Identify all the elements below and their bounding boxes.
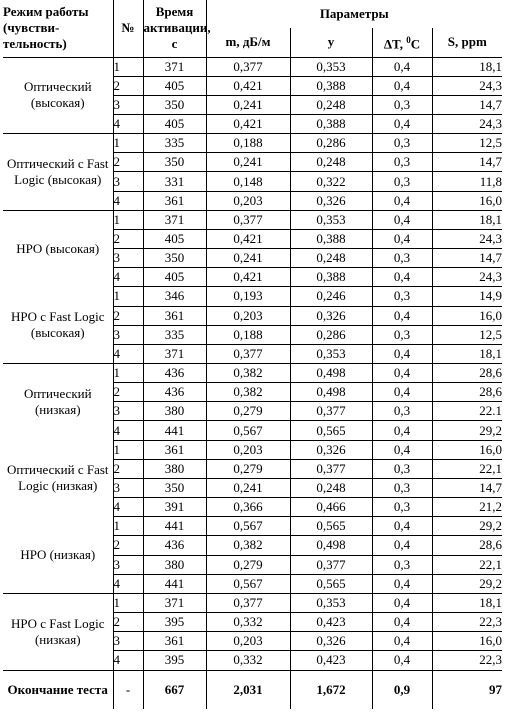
s-total: 97 — [432, 670, 502, 709]
header-delta-t-prefix: ΔT, — [383, 36, 403, 52]
s-cell: 24,3 — [432, 268, 502, 287]
number-cell: 4 — [113, 574, 143, 593]
number-cell-total: - — [113, 670, 143, 709]
header-activation-time: Время активации, с — [143, 0, 206, 57]
y-cell: 0,326 — [290, 306, 372, 325]
s-cell: 18,1 — [432, 344, 502, 363]
delta-t-total: 0,9 — [372, 670, 432, 709]
number-cell: 1 — [113, 593, 143, 612]
header-s: S, ppm — [432, 28, 502, 57]
number-cell: 1 — [113, 287, 143, 306]
activation-time-cell: 405 — [143, 114, 206, 133]
m-cell: 0,193 — [206, 287, 290, 306]
y-cell: 0,498 — [290, 383, 372, 402]
y-total: 1,672 — [290, 670, 372, 709]
m-cell: 0,382 — [206, 536, 290, 555]
number-cell: 3 — [113, 172, 143, 191]
delta-t-cell: 0,4 — [372, 114, 432, 133]
y-cell: 0,248 — [290, 249, 372, 268]
m-cell: 0,377 — [206, 57, 290, 76]
s-cell: 14,7 — [432, 153, 502, 172]
mode-cell: HPO с Fast Logic (высокая) — [10, 308, 105, 340]
s-cell: 16,0 — [432, 306, 502, 325]
number-cell: 4 — [113, 344, 143, 363]
y-cell: 0,353 — [290, 57, 372, 76]
table-row — [3, 134, 502, 153]
mode-cell: HPO с Fast Logic (низкая) — [3, 593, 113, 670]
delta-t-cell: 0,3 — [372, 325, 432, 344]
number-cell: 3 — [113, 402, 143, 421]
s-cell: 18,1 — [432, 210, 502, 229]
number-cell: 3 — [113, 555, 143, 574]
delta-t-cell: 0,4 — [372, 383, 432, 402]
y-cell: 0,322 — [290, 172, 372, 191]
number-cell: 1 — [113, 134, 143, 153]
activation-time-cell: 436 — [143, 536, 206, 555]
delta-t-cell: 0,4 — [372, 210, 432, 229]
activation-time-cell: 331 — [143, 172, 206, 191]
y-cell: 0,388 — [290, 268, 372, 287]
activation-time-cell: 441 — [143, 517, 206, 536]
s-cell: 29,2 — [432, 421, 502, 440]
m-cell: 0,241 — [206, 249, 290, 268]
m-cell: 0,203 — [206, 440, 290, 459]
activation-time-cell: 371 — [143, 593, 206, 612]
activation-time-cell: 441 — [143, 421, 206, 440]
number-cell: 3 — [113, 632, 143, 651]
s-cell: 18,1 — [432, 593, 502, 612]
y-cell: 0,388 — [290, 76, 372, 95]
s-cell: 29,2 — [432, 574, 502, 593]
m-cell: 0,188 — [206, 325, 290, 344]
m-cell: 0,421 — [206, 114, 290, 133]
delta-t-cell: 0,4 — [372, 536, 432, 555]
mode-cell: HPO (низкая) — [20, 546, 96, 562]
delta-t-cell: 0,4 — [372, 229, 432, 248]
m-cell: 0,377 — [206, 344, 290, 363]
y-cell: 0,423 — [290, 651, 372, 670]
m-cell: 0,567 — [206, 517, 290, 536]
m-cell: 0,567 — [206, 421, 290, 440]
delta-t-cell: 0,4 — [372, 593, 432, 612]
delta-t-cell: 0,4 — [372, 517, 432, 536]
y-cell: 0,498 — [290, 536, 372, 555]
number-cell: 4 — [113, 191, 143, 210]
delta-t-cell: 0,4 — [372, 306, 432, 325]
activation-time-cell: 441 — [143, 574, 206, 593]
number-cell: 2 — [113, 536, 143, 555]
activation-time-cell: 371 — [143, 344, 206, 363]
s-cell: 12,5 — [432, 325, 502, 344]
s-cell: 14,7 — [432, 249, 502, 268]
s-cell: 22.1 — [432, 402, 502, 421]
number-cell: 1 — [113, 210, 143, 229]
y-cell: 0,353 — [290, 344, 372, 363]
delta-t-cell: 0,4 — [372, 364, 432, 383]
activation-time-cell: 350 — [143, 153, 206, 172]
y-cell: 0,248 — [290, 95, 372, 114]
delta-t-cell: 0,3 — [372, 478, 432, 497]
activation-time-cell: 380 — [143, 555, 206, 574]
mode-cell-total: Окончание теста — [3, 670, 113, 709]
m-cell: 0,188 — [206, 134, 290, 153]
m-cell: 0,203 — [206, 191, 290, 210]
activation-time-cell: 405 — [143, 76, 206, 95]
y-cell: 0,248 — [290, 478, 372, 497]
s-cell: 14,7 — [432, 95, 502, 114]
activation-time-cell: 395 — [143, 651, 206, 670]
y-cell: 0,466 — [290, 498, 372, 517]
y-cell: 0,565 — [290, 574, 372, 593]
y-cell: 0,565 — [290, 421, 372, 440]
header-y: y — [290, 28, 372, 57]
header-m: m, дБ/м — [206, 28, 290, 57]
s-cell: 22,3 — [432, 613, 502, 632]
header-delta-t-degree: 0 — [406, 35, 411, 46]
table-row — [3, 364, 502, 383]
s-cell: 22,3 — [432, 651, 502, 670]
s-cell: 18,1 — [432, 57, 502, 76]
delta-t-cell: 0,3 — [372, 172, 432, 191]
activation-time-cell: 436 — [143, 364, 206, 383]
y-cell: 0,353 — [290, 210, 372, 229]
header-mode: Режим работы (чувстви-тельность) — [3, 4, 89, 52]
y-cell: 0,377 — [290, 555, 372, 574]
number-cell: 4 — [113, 421, 143, 440]
activation-time-cell: 371 — [143, 57, 206, 76]
activation-time-cell: 335 — [143, 134, 206, 153]
m-cell: 0,148 — [206, 172, 290, 191]
y-cell: 0,377 — [290, 402, 372, 421]
activation-time-cell: 361 — [143, 632, 206, 651]
number-cell: 3 — [113, 95, 143, 114]
number-cell: 3 — [113, 249, 143, 268]
m-total: 2,031 — [206, 670, 290, 709]
number-cell: 2 — [113, 306, 143, 325]
header-delta-t — [372, 28, 432, 57]
s-cell: 16,0 — [432, 632, 502, 651]
m-cell: 0,241 — [206, 153, 290, 172]
activation-time-cell: 391 — [143, 498, 206, 517]
y-cell: 0,326 — [290, 191, 372, 210]
activation-time-cell: 361 — [143, 306, 206, 325]
delta-t-cell: 0,3 — [372, 402, 432, 421]
delta-t-cell: 0,4 — [372, 440, 432, 459]
delta-t-cell: 0,3 — [372, 249, 432, 268]
table-row — [3, 287, 502, 306]
delta-t-cell: 0,4 — [372, 191, 432, 210]
y-cell: 0,286 — [290, 134, 372, 153]
delta-t-cell: 0,3 — [372, 95, 432, 114]
s-cell: 22,1 — [432, 555, 502, 574]
y-cell: 0,498 — [290, 364, 372, 383]
activation-time-cell: 380 — [143, 459, 206, 478]
delta-t-cell: 0,4 — [372, 574, 432, 593]
m-cell: 0,377 — [206, 593, 290, 612]
s-cell: 22,1 — [432, 459, 502, 478]
delta-t-cell: 0,4 — [372, 268, 432, 287]
table-row — [3, 517, 502, 536]
y-cell: 0,353 — [290, 593, 372, 612]
delta-t-cell: 0,4 — [372, 632, 432, 651]
table-body — [3, 57, 502, 709]
number-cell: 4 — [113, 651, 143, 670]
number-cell: 1 — [113, 440, 143, 459]
delta-t-cell: 0,4 — [372, 421, 432, 440]
m-cell: 0,382 — [206, 383, 290, 402]
number-cell: 2 — [113, 613, 143, 632]
delta-t-cell: 0,3 — [372, 287, 432, 306]
s-cell: 28,6 — [432, 383, 502, 402]
m-cell: 0,279 — [206, 459, 290, 478]
activation-time-cell: 350 — [143, 249, 206, 268]
table-row — [3, 210, 502, 229]
y-cell: 0,388 — [290, 229, 372, 248]
s-cell: 11,8 — [432, 172, 502, 191]
s-cell: 24,3 — [432, 76, 502, 95]
y-cell: 0,246 — [290, 287, 372, 306]
table-row-total — [3, 670, 502, 709]
number-cell: 2 — [113, 459, 143, 478]
number-cell: 4 — [113, 498, 143, 517]
number-cell: 1 — [113, 57, 143, 76]
table-row — [3, 440, 502, 459]
m-cell: 0,241 — [206, 95, 290, 114]
s-cell: 14,9 — [432, 287, 502, 306]
y-cell: 0,423 — [290, 613, 372, 632]
delta-t-cell: 0,3 — [372, 555, 432, 574]
number-cell: 3 — [113, 325, 143, 344]
m-cell: 0,421 — [206, 268, 290, 287]
number-cell: 3 — [113, 478, 143, 497]
activation-time-cell: 350 — [143, 478, 206, 497]
number-cell: 4 — [113, 114, 143, 133]
m-cell: 0,203 — [206, 306, 290, 325]
header-number: № — [113, 0, 143, 57]
delta-t-cell: 0,3 — [372, 134, 432, 153]
y-cell: 0,286 — [290, 325, 372, 344]
y-cell: 0,248 — [290, 153, 372, 172]
delta-t-cell: 0,3 — [372, 459, 432, 478]
s-cell: 24,3 — [432, 229, 502, 248]
activation-time-cell: 395 — [143, 613, 206, 632]
mode-cell: Оптический (низкая) — [3, 364, 113, 441]
number-cell: 1 — [113, 364, 143, 383]
activation-time-cell: 361 — [143, 191, 206, 210]
activation-time-cell: 361 — [143, 440, 206, 459]
delta-t-cell: 0,4 — [372, 344, 432, 363]
activation-time-cell: 380 — [143, 402, 206, 421]
activation-time-cell: 335 — [143, 325, 206, 344]
mode-cell: HPO (высокая) — [3, 210, 113, 287]
y-cell: 0,377 — [290, 459, 372, 478]
activation-time-cell: 350 — [143, 95, 206, 114]
s-cell: 12,5 — [432, 134, 502, 153]
results-table — [3, 0, 502, 709]
delta-t-cell: 0,4 — [372, 651, 432, 670]
header-parameters: Параметры — [206, 0, 502, 28]
m-cell: 0,203 — [206, 632, 290, 651]
s-cell: 14,7 — [432, 478, 502, 497]
s-cell: 28,6 — [432, 536, 502, 555]
mode-cell: Оптический с Fast Logic (высокая) — [3, 134, 113, 211]
delta-t-cell: 0,4 — [372, 76, 432, 95]
activation-time-cell: 371 — [143, 210, 206, 229]
activation-time-total: 667 — [143, 670, 206, 709]
m-cell: 0,382 — [206, 364, 290, 383]
s-cell: 16,0 — [432, 191, 502, 210]
number-cell: 2 — [113, 76, 143, 95]
m-cell: 0,567 — [206, 574, 290, 593]
s-cell: 29,2 — [432, 517, 502, 536]
number-cell: 2 — [113, 383, 143, 402]
number-cell: 2 — [113, 229, 143, 248]
header-delta-t-unit: C — [410, 36, 421, 52]
mode-cell: Оптический с Fast Logic (низкая) — [6, 462, 109, 494]
m-cell: 0,332 — [206, 613, 290, 632]
activation-time-cell: 405 — [143, 268, 206, 287]
m-cell: 0,241 — [206, 478, 290, 497]
delta-t-cell: 0,4 — [372, 57, 432, 76]
s-cell: 24,3 — [432, 114, 502, 133]
delta-t-cell: 0,3 — [372, 153, 432, 172]
number-cell: 4 — [113, 268, 143, 287]
activation-time-cell: 405 — [143, 229, 206, 248]
m-cell: 0,332 — [206, 651, 290, 670]
table-row — [3, 593, 502, 612]
s-cell: 21,2 — [432, 498, 502, 517]
s-cell: 28,6 — [432, 364, 502, 383]
activation-time-cell: 346 — [143, 287, 206, 306]
number-cell: 2 — [113, 153, 143, 172]
y-cell: 0,326 — [290, 440, 372, 459]
delta-t-cell: 0,3 — [372, 498, 432, 517]
y-cell: 0,326 — [290, 632, 372, 651]
mode-cell: Оптический (высокая) — [3, 57, 113, 134]
m-cell: 0,421 — [206, 76, 290, 95]
number-cell: 1 — [113, 517, 143, 536]
m-cell: 0,366 — [206, 498, 290, 517]
m-cell: 0,421 — [206, 229, 290, 248]
s-cell: 16,0 — [432, 440, 502, 459]
m-cell: 0,279 — [206, 402, 290, 421]
m-cell: 0,377 — [206, 210, 290, 229]
activation-time-cell: 436 — [143, 383, 206, 402]
y-cell: 0,388 — [290, 114, 372, 133]
m-cell: 0,279 — [206, 555, 290, 574]
table-row — [3, 57, 502, 76]
delta-t-cell: 0,4 — [372, 613, 432, 632]
y-cell: 0,565 — [290, 517, 372, 536]
